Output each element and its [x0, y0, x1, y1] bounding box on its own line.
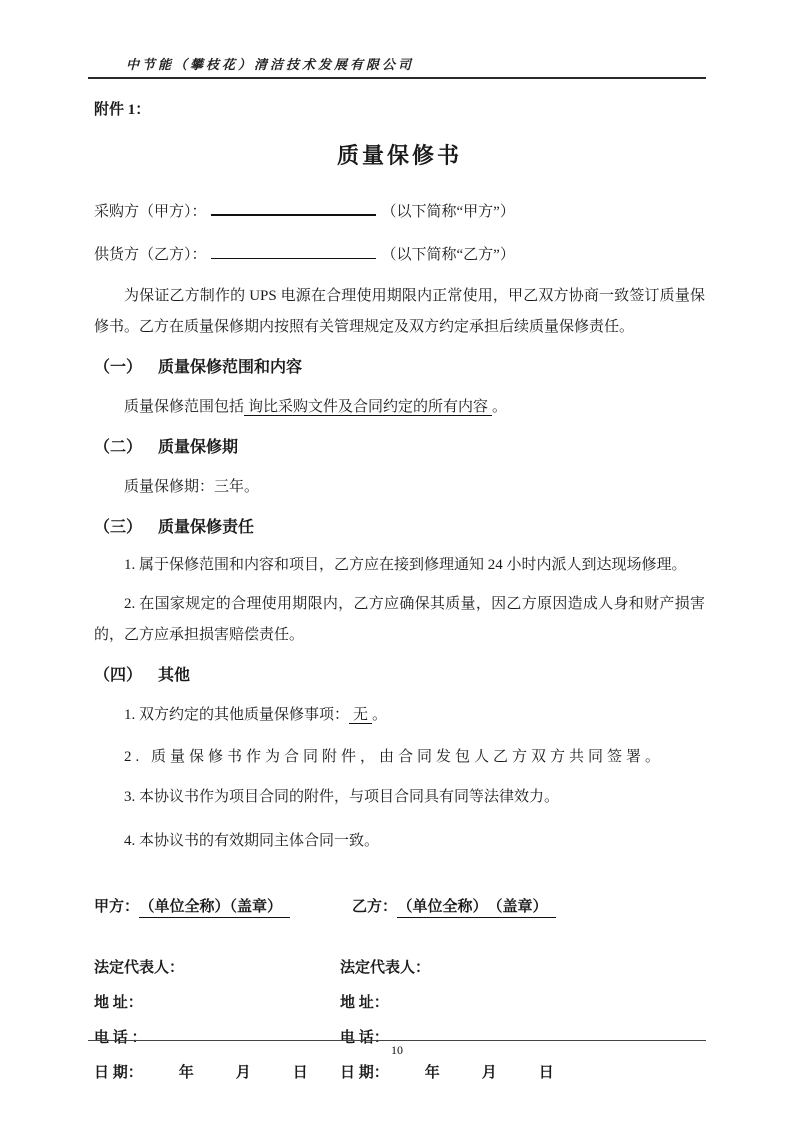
section-4-item-1-suffix: 。	[372, 707, 388, 723]
section-3-item-1: 1. 属于保修范围和内容和项目，乙方应在接到修理通知 24 小时内派人到达现场修理。	[124, 557, 687, 573]
section-1-body	[94, 392, 705, 423]
document-title: 质量保修书	[336, 143, 462, 168]
party-a-month-label: 月	[235, 1065, 251, 1081]
company-name: 中节能（攀枝花）清洁技术发展有限公司	[126, 57, 415, 72]
supplier-line	[94, 243, 705, 267]
section-1-number: （一）	[94, 359, 143, 376]
section-4-item-4: 4. 本协议书的有效期同主体合同一致。	[124, 833, 380, 849]
party-b-phone: 电 话：	[340, 1030, 389, 1046]
section-4-number: （四）	[94, 667, 143, 684]
section-2-body: 质量保修期：三年。	[124, 479, 260, 495]
buyer-name-blank	[211, 200, 376, 216]
section-4-title: 其他	[158, 667, 191, 684]
party-a-seal-blank: （单位全称）（盖章）	[139, 899, 290, 918]
address-row	[94, 993, 705, 1014]
date-row	[94, 1063, 705, 1084]
section-4-item-1-filled-blank: 无	[349, 707, 372, 724]
signature-block	[94, 958, 705, 1084]
page-header	[88, 54, 706, 79]
section-3-item-2: 2. 在国家规定的合理使用期限内，乙方应确保其质量，因乙方原因造成人身和财产损害的，乙方应承担损害赔偿责任。	[94, 596, 705, 643]
section-4-item-1-prefix: 1. 双方约定的其他质量保修事项：	[124, 707, 350, 723]
section-3-title: 质量保修责任	[158, 519, 255, 536]
page-number: 10	[391, 1043, 403, 1057]
party-b-legal-rep: 法定代表人：	[340, 960, 431, 976]
buyer-line	[94, 200, 705, 224]
section-4-heading	[94, 664, 705, 688]
buyer-note: （以下简称“甲方”）	[381, 204, 515, 220]
page-footer	[88, 1040, 706, 1059]
signature-party-line	[94, 895, 705, 916]
party-b-date	[340, 1063, 705, 1084]
section-4-item-3: 3. 本协议书作为项目合同的附件，与项目合同具有同等法律效力。	[124, 789, 560, 805]
section-3-number: （三）	[94, 519, 143, 536]
section-1-suffix: 。	[492, 399, 508, 415]
party-b-month-label: 月	[481, 1065, 497, 1081]
section-1-filled-blank: 询比采购文件及合同约定的所有内容	[244, 399, 492, 416]
supplier-name-blank	[211, 244, 376, 259]
party-b-day-label: 日	[538, 1065, 554, 1081]
party-a-year-label: 年	[178, 1065, 194, 1081]
section-2-heading	[94, 436, 705, 460]
section-4-item-2: 2. 质量保修书作为合同附件，由合同发包人乙方双方共同签署。	[124, 749, 665, 765]
section-2-number: （二）	[94, 439, 143, 456]
section-2-title: 质量保修期	[158, 439, 239, 456]
party-b-year-label: 年	[424, 1065, 440, 1081]
party-a-legal-rep: 法定代表人：	[94, 960, 185, 976]
intro-paragraph: 为保证乙方制作的 UPS 电源在合理使用期限内正常使用，甲乙双方协商一致签订质量保修书。乙方在质量保修期内按照有关管理规定及双方约定承担后续质量保修责任。	[94, 288, 705, 335]
buyer-label: 采购方（甲方）：	[94, 204, 207, 220]
supplier-label: 供货方（乙方）：	[94, 247, 207, 263]
party-b-date-label: 日 期：	[340, 1065, 389, 1081]
document-content	[94, 98, 705, 1084]
legal-rep-row	[94, 958, 705, 979]
party-a-day-label: 日	[292, 1065, 308, 1081]
party-b-label: 乙方：	[352, 899, 398, 915]
party-a-address: 地 址：	[94, 995, 143, 1011]
section-1-prefix: 质量保修范围包括	[124, 399, 245, 415]
section-4-item-1	[94, 700, 705, 731]
party-a-date-label: 日 期：	[94, 1065, 143, 1081]
party-a-phone: 电 话 ：	[94, 1030, 147, 1046]
section-1-heading	[94, 356, 705, 380]
party-b-seal-blank: （单位全称） （盖章）	[397, 899, 556, 918]
section-3-heading	[94, 516, 705, 540]
party-a-label: 甲方：	[94, 899, 140, 915]
party-b-address: 地 址：	[340, 995, 389, 1011]
attachment-label: 附件 1：	[94, 102, 151, 118]
section-1-title: 质量保修范围和内容	[158, 359, 303, 376]
supplier-note: （以下简称“乙方”）	[381, 247, 515, 263]
party-a-date	[94, 1063, 340, 1084]
